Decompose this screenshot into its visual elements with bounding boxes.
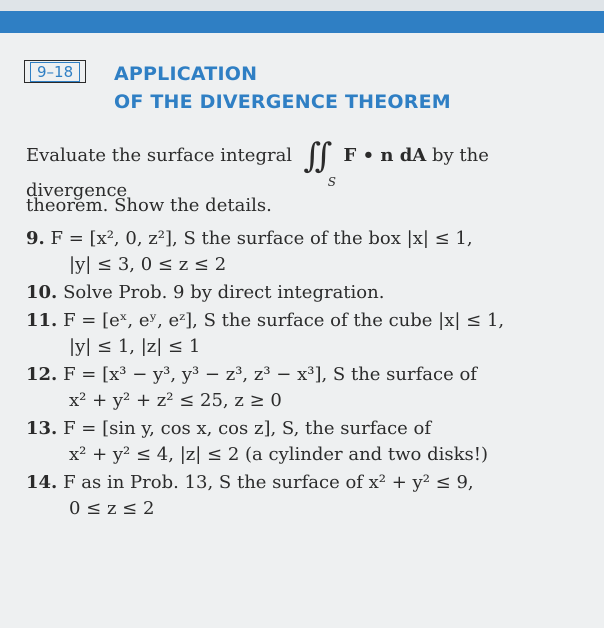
section-tag (24, 60, 86, 83)
top-blue-bar (0, 11, 604, 33)
problem-text: F as in Prob. 13, S the surface of x² + y² ≤ 9, (63, 472, 474, 493)
section-title-line2: OF THE DIVERGENCE THEOREM (114, 91, 451, 113)
problem-text-cont: |y| ≤ 1, |z| ≤ 1 (69, 336, 201, 357)
problem-number: 9. (26, 228, 45, 249)
problem-text-cont: |y| ≤ 3, 0 ≤ z ≤ 2 (69, 254, 227, 275)
problem-text: Solve Prob. 9 by direct integration. (63, 282, 385, 303)
integral-subscript: S (327, 175, 337, 189)
problem-14 (26, 470, 586, 522)
problem-9 (26, 226, 586, 278)
problem-number: 12. (26, 364, 58, 385)
problem-text-cont: x² + y² + z² ≤ 25, z ≥ 0 (69, 390, 282, 411)
intro-before: Evaluate the surface integral (26, 145, 293, 166)
section-title (114, 60, 451, 116)
intro-integrand: F • n dA (343, 145, 427, 166)
problem-text: F = [eˣ, eʸ, eᶻ], S the surface of the cube |x| ≤ 1, (63, 310, 505, 331)
problem-text-cont: 0 ≤ z ≤ 2 (69, 498, 155, 519)
problem-10 (26, 280, 586, 306)
intro-after: by the divergence (26, 145, 489, 201)
problem-11 (26, 308, 586, 360)
problem-text: F = [x³ − y³, y³ − z³, z³ − x³], S the surface of (63, 364, 477, 385)
problem-12 (26, 362, 586, 414)
problem-number: 11. (26, 310, 58, 331)
double-integral-symbol: ∬ S (298, 136, 338, 176)
problem-text-cont: x² + y² ≤ 4, |z| ≤ 2 (a cylinder and two disks!) (69, 444, 489, 465)
top-gray-bar (0, 0, 604, 11)
problem-number: 14. (26, 472, 58, 493)
problem-number: 13. (26, 418, 58, 439)
problem-text: F = [x², 0, z²], S the surface of the box |x| ≤ 1, (50, 228, 473, 249)
section-header (24, 60, 584, 116)
problem-number: 10. (26, 282, 58, 303)
section-tag-label: 9–18 (30, 62, 80, 82)
intro-line2: theorem. Show the details. (26, 195, 272, 216)
section-title-line1: APPLICATION (114, 63, 258, 85)
problem-13 (26, 416, 586, 468)
problem-text: F = [sin y, cos x, cos z], S, the surface of (63, 418, 432, 439)
problem-list (26, 226, 586, 524)
